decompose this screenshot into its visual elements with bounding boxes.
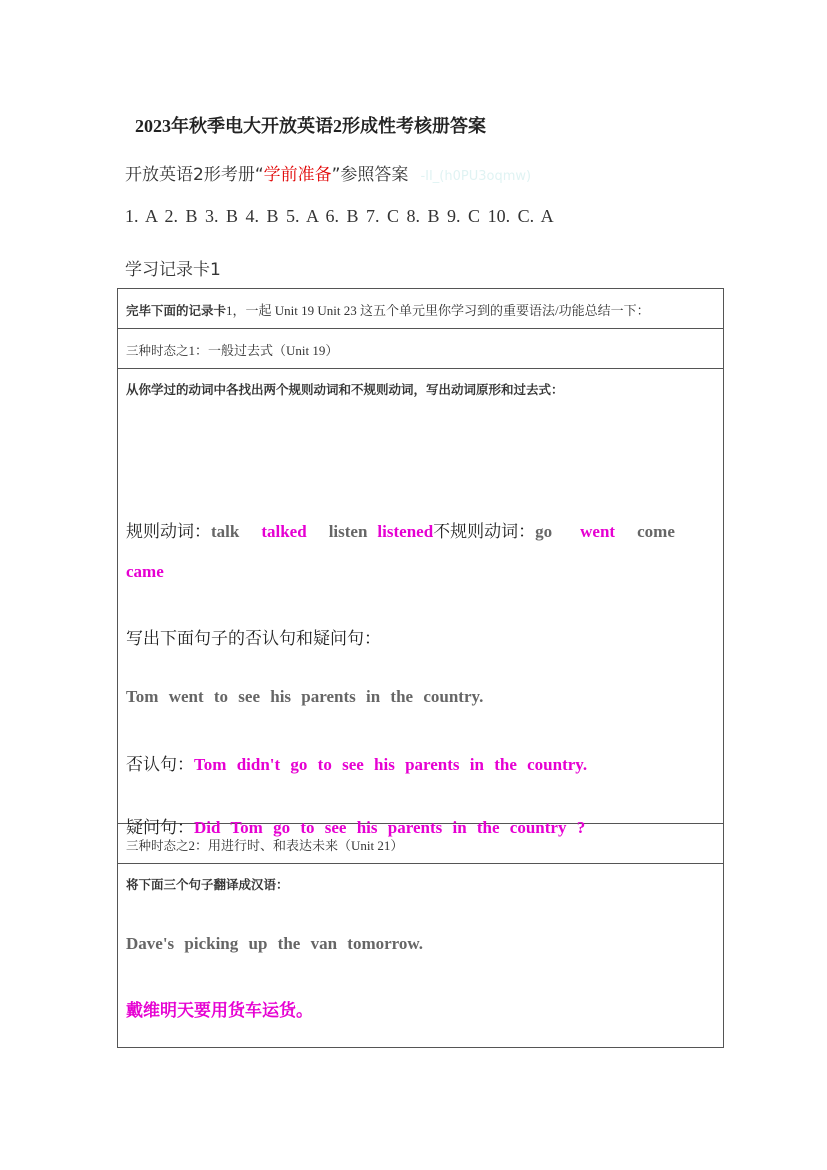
negative-line: [126, 750, 587, 775]
row1-text: [126, 300, 650, 319]
subtitle-highlight: 学前准备: [263, 165, 332, 185]
question-label: 疑问句：: [126, 818, 194, 838]
row1-text-a: 完毕下面的记录卡: [126, 303, 227, 318]
regular-verb-1: talk: [211, 522, 240, 541]
question-sentence: Did Tom go to see his parents in the country ?: [194, 818, 586, 837]
row4-text-b: 2：用进行时、和表达未来（Unit 21）: [188, 838, 404, 853]
negative-label: 否认句：: [126, 755, 194, 775]
row3-instruction: 从你学过的动词中各找出两个规则动词和不规则动词，写出动词原形和过去式：: [126, 382, 564, 397]
irregular-verb-1-past: went: [580, 522, 616, 541]
row2-text-b: 1：一般过去式（Unit 19）: [188, 343, 339, 358]
table-row: [118, 864, 723, 1047]
regular-verb-1-past: talked: [261, 522, 307, 541]
irregular-verb-2: come: [637, 522, 675, 541]
row4-text: [126, 835, 403, 854]
regular-verbs-label: 规则动词：: [126, 522, 211, 542]
table-row: [118, 824, 723, 864]
irregular-verb-1: go: [535, 522, 553, 541]
irregular-verbs-label: 不规则动词：: [433, 522, 536, 542]
irregular-verb-2-past: came: [126, 562, 164, 581]
regular-verb-2: listen: [328, 522, 368, 541]
table-row: [118, 289, 723, 329]
translation-sentence: Dave's picking up the van tomorrow.: [126, 934, 423, 953]
subtitle-prefix: 开放英语2形考册“: [125, 165, 264, 185]
negative-question-task: 写出下面句子的否认句和疑问句：: [126, 629, 381, 649]
verbs-line: [126, 517, 675, 542]
translation-answer: 戴维明天要用货车运货。: [126, 1001, 313, 1021]
subtitle: [125, 160, 531, 185]
row5-instruction: 将下面三个句子翻译成汉语：: [126, 877, 289, 892]
table-row: [118, 329, 723, 369]
answer-key: 1. A 2. B 3. B 4. B 5. A 6. B 7. C 8. B 9. C 10. C. A: [125, 206, 554, 226]
row4-text-a: 三种时态之: [126, 838, 189, 853]
document-title: 2023年秋季电大开放英语2形成性考核册答案: [135, 116, 486, 136]
row2-text-a: 三种时态之: [126, 343, 189, 358]
record-card-title: 学习记录卡1: [125, 260, 221, 280]
record-card-table: [117, 288, 724, 1048]
regular-verb-2-past: listened: [377, 522, 434, 541]
example-sentence: Tom went to see his parents in the country.: [126, 687, 484, 706]
row2-text: [126, 340, 338, 359]
table-row: [118, 369, 723, 838]
row1-text-b: 1，一起 Unit 19 Unit 23 这五个单元里你学习到的重要语法/功能总结一下：: [226, 303, 650, 318]
subtitle-faint-text: -II_(h0PU3oqmw): [420, 169, 532, 184]
negative-sentence: Tom didn't go to see his parents in the country.: [194, 755, 588, 774]
subtitle-suffix: ”参照答案: [331, 165, 409, 185]
